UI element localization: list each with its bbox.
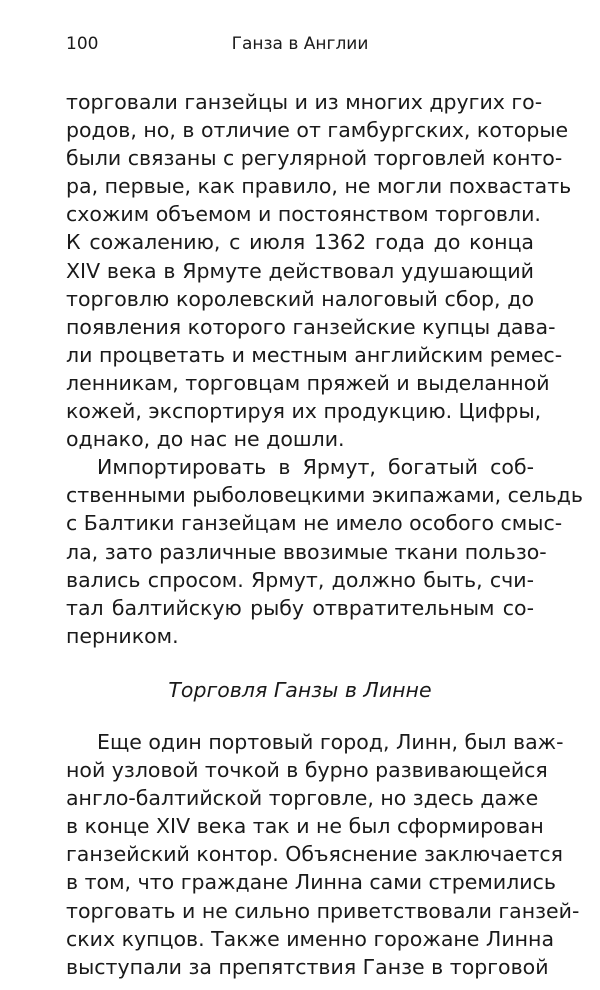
text-line: К сожалению, с июля 1362 года до конца xyxy=(66,230,534,255)
text-line: выступали за препятствия Ганзе в торговой xyxy=(66,954,549,979)
text-line: с Балтики ганзейцам не имело особого смыс- xyxy=(66,511,563,536)
text-line: были связаны с регулярной торговлей конто- xyxy=(66,146,563,171)
text-line: в конце XIV века так и не был сформирован xyxy=(66,814,544,839)
page-body xyxy=(66,88,583,981)
paragraph-2 xyxy=(66,453,583,650)
page-number: 100 xyxy=(66,34,99,54)
section-subheading: Торговля Ганзы в Линне xyxy=(168,677,432,702)
text-line: торговали ганзейцы и из многих других го- xyxy=(66,90,543,114)
text-line: ственными рыболовецкими экипажами, сельдь xyxy=(66,483,583,508)
text-line: однако, до нас не дошли. xyxy=(66,427,345,452)
text-line: родов, но, в отличие от гамбургских, которые xyxy=(66,118,569,143)
text-line: ли процветать и местным английским ремес- xyxy=(66,342,563,367)
running-title: Ганза в Англии xyxy=(231,34,369,54)
text-line: появления которого ганзейские купцы дава- xyxy=(66,314,556,339)
text-line: англо-балтийской торговле, но здесь даже xyxy=(66,786,539,811)
text-line: торговлю королевский налоговый сбор, до xyxy=(66,286,534,311)
text-line: кожей, экспортируя их продукцию. Цифры, xyxy=(66,399,542,424)
text-line: схожим объемом и постоянством торговли. xyxy=(66,202,541,227)
paragraph-1 xyxy=(66,88,572,453)
text-line: ной узловой точкой в бурно развивающейся xyxy=(66,758,548,783)
paragraph-3 xyxy=(66,728,580,981)
text-line: перником. xyxy=(66,623,179,648)
text-line: вались спросом. Ярмут, должно быть, счи- xyxy=(66,567,534,592)
page-header xyxy=(66,32,534,56)
text-line: ленникам, торговцам пряжей и выделанной xyxy=(66,370,550,395)
text-line: ла, зато различные ввозимые ткани пользо- xyxy=(66,539,547,564)
text-line: Еще один портовый город, Линн, был важ- xyxy=(97,729,564,754)
text-line: ганзейский контор. Объяснение заключается xyxy=(66,842,564,867)
text-line: в том, что граждане Линна сами стремились xyxy=(66,870,556,895)
text-line: торговать и не сильно приветствовали ганзей- xyxy=(66,898,580,923)
text-line: тал балтийскую рыбу отвратительным со- xyxy=(66,595,534,620)
text-line: ских купцов. Также именно горожане Линна xyxy=(66,926,555,951)
text-line: XIV века в Ярмуте действовал удушающий xyxy=(66,258,534,283)
text-line: ра, первые, как правило, не могли похвастать xyxy=(66,174,572,199)
text-line: Импортировать в Ярмут, богатый соб- xyxy=(97,455,534,480)
